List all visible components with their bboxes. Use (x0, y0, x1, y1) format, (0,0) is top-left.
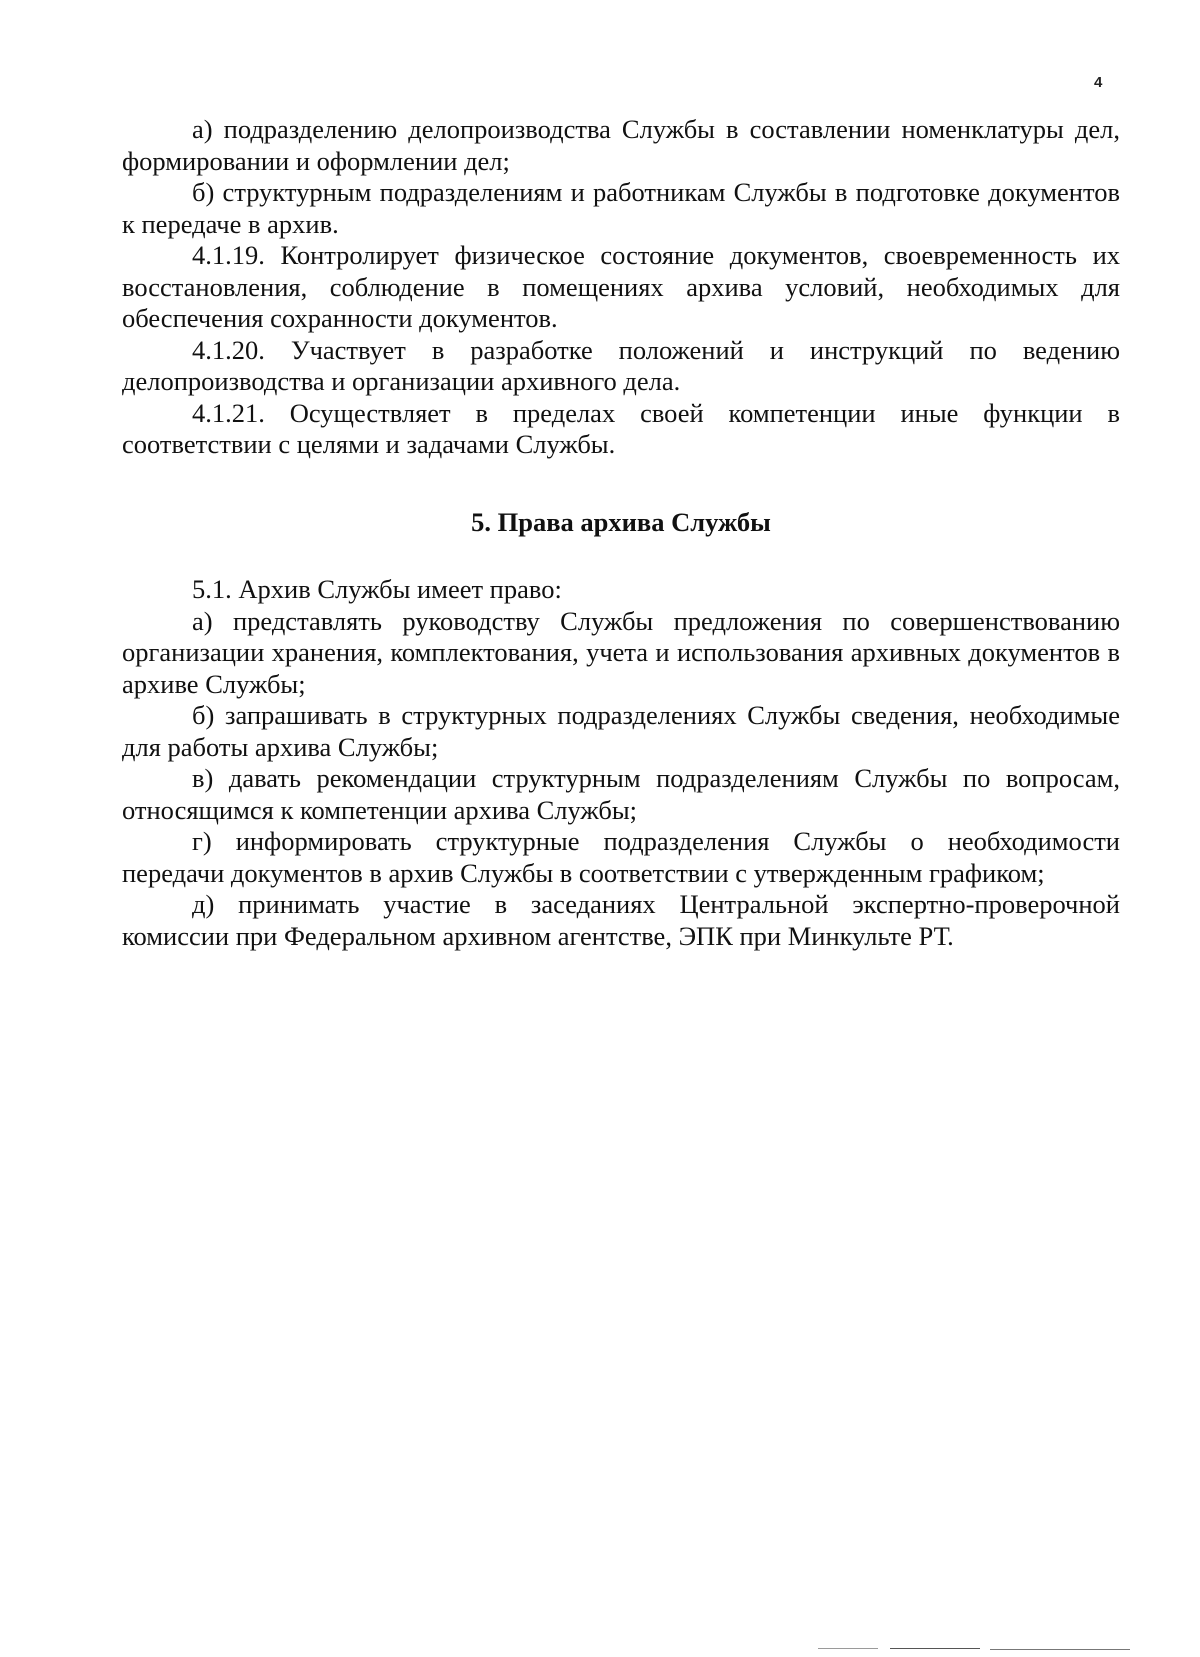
right-item-d: д) принимать участие в заседаниях Центральной экспертно-проверочной комиссии при Федеральном архивном агентстве, ЭПК при Минкульте РТ. (122, 889, 1120, 951)
right-item-v: в) давать рекомендации структурным подразделениям Службы по вопросам, относящимся к компетенции архива Службы; (122, 763, 1120, 825)
paragraph-4-1-19: 4.1.19. Контролирует физическое состояние документов, своевременность их восстановления, соблюдение в помещениях архива условий, необходимых для обеспечения сохранности документов. (122, 240, 1120, 333)
section-body (122, 574, 1120, 952)
document-body (122, 114, 1120, 952)
right-item-a: а) представлять руководству Службы предложения по совершенствованию организации хранения, комплектования, учета и использования архивных документов в архиве Службы; (122, 605, 1120, 699)
paragraph-b-archive-transfer: б) структурным подразделениям и работникам Службы в подготовке документов к передаче в архив. (122, 177, 1120, 239)
right-item-g: г) информировать структурные подразделения Службы о необходимости передачи документов в архив Службы в соответствии с утвержденным графиком; (122, 826, 1120, 888)
section-heading: 5. Права архива Службы (471, 506, 771, 537)
paragraph-4-1-20: 4.1.20. Участвует в разработке положений и инструкций по ведению делопроизводства и организации архивного дела. (122, 334, 1120, 396)
scan-artifact-line (890, 1648, 980, 1649)
paragraph-a-nomenclature: а) подразделению делопроизводства Службы в составлении номенклатуры дел, формировании и оформлении дел; (122, 114, 1120, 176)
paragraph-4-1-21: 4.1.21. Осуществляет в пределах своей компетенции иные функции в соответствии с целями и задачами Службы. (122, 397, 1120, 459)
section-intro: 5.1. Архив Службы имеет право: (192, 574, 562, 604)
page-number: 4 (1094, 74, 1103, 91)
scan-artifact-line (818, 1648, 878, 1649)
right-item-b: б) запрашивать в структурных подразделениях Службы сведения, необходимые для работы архива Службы; (122, 700, 1120, 762)
scan-artifact-line (990, 1649, 1130, 1650)
